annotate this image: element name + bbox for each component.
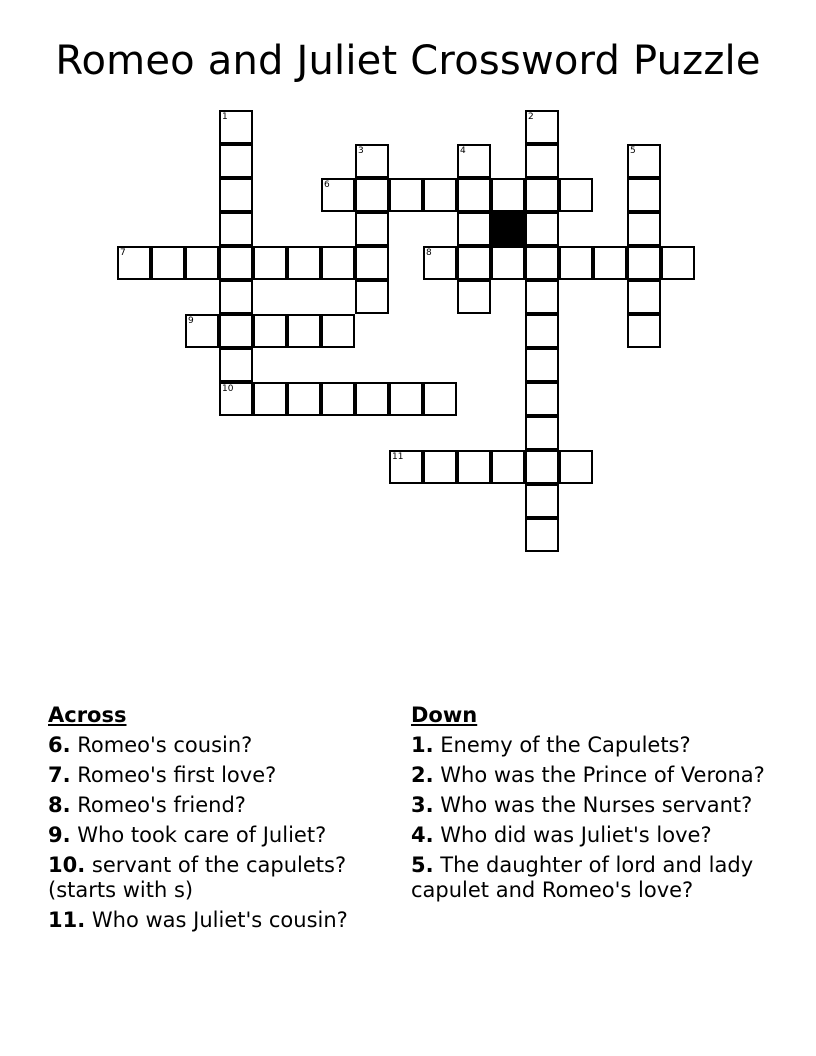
grid-cell[interactable] [627,246,661,280]
grid-cell[interactable] [491,450,525,484]
puzzle-title: Romeo and Juliet Crossword Puzzle [55,38,761,84]
grid-cell[interactable] [219,246,253,280]
grid-cell[interactable] [355,178,389,212]
clue-number: 2. [411,763,434,787]
down-heading: Down [411,703,478,727]
grid-cell[interactable] [355,280,389,314]
clue-number-label: 4 [460,146,466,156]
grid-cell[interactable] [423,246,457,280]
clue-number-label: 10 [222,384,234,394]
clue-number: 7. [48,763,71,787]
grid-cell[interactable] [321,314,355,348]
across-clue [48,733,388,758]
grid-cell[interactable] [491,246,525,280]
grid-cell[interactable] [525,484,559,518]
grid-cell[interactable] [593,246,627,280]
clue-number: 9. [48,823,71,847]
grid-cell[interactable] [355,212,389,246]
grid-cell[interactable] [151,246,185,280]
clue-text: Who did was Juliet's love? [440,823,712,847]
clue-text: The daughter of lord and lady capulet and Romeo's love? [411,853,754,902]
grid-cell[interactable] [423,382,457,416]
grid-cell[interactable] [219,144,253,178]
clue-text: Who took care of Juliet? [77,823,327,847]
grid-cell[interactable] [185,314,219,348]
grid-cell[interactable] [525,144,559,178]
clue-number-label: 11 [392,452,404,462]
down-clues [411,703,781,908]
clue-number-label: 9 [188,316,194,326]
grid-cell[interactable] [219,348,253,382]
grid-cell[interactable] [219,178,253,212]
clue-text: Who was the Prince of Verona? [440,763,765,787]
clue-number: 8. [48,793,71,817]
clue-number: 10. [48,853,86,877]
clue-text: Enemy of the Capulets? [440,733,691,757]
grid-cell[interactable] [287,246,321,280]
grid-cell[interactable] [627,280,661,314]
clue-text: servant of the capulets? (starts with s) [48,853,347,902]
grid-cell[interactable] [321,382,355,416]
clue-number-label: 5 [630,146,636,156]
grid-cell[interactable] [661,246,695,280]
clue-number: 1. [411,733,434,757]
clue-number: 5. [411,853,434,877]
grid-cell[interactable] [457,246,491,280]
across-clue [48,793,388,818]
grid-cell[interactable] [525,348,559,382]
grid-cell[interactable] [627,314,661,348]
grid-cell[interactable] [559,450,593,484]
grid-cell[interactable] [219,212,253,246]
grid-cell[interactable] [321,178,355,212]
grid-cell[interactable] [525,518,559,552]
grid-cell[interactable] [355,144,389,178]
clue-number-label: 1 [222,112,228,122]
black-cell [491,212,525,246]
grid-cell[interactable] [253,246,287,280]
clue-number-label: 8 [426,248,432,258]
grid-cell[interactable] [253,382,287,416]
grid-cell[interactable] [253,314,287,348]
clue-number: 6. [48,733,71,757]
clue-text: Romeo's cousin? [77,733,253,757]
grid-cell[interactable] [423,178,457,212]
grid-cell[interactable] [389,382,423,416]
grid-cell[interactable] [219,110,253,144]
down-clue [411,823,781,848]
clue-text: Romeo's friend? [77,793,246,817]
down-clue [411,763,781,788]
grid-cell[interactable] [525,212,559,246]
grid-cell[interactable] [559,246,593,280]
down-clue [411,793,781,818]
grid-cell[interactable] [525,382,559,416]
across-clue [48,908,388,933]
clue-number: 3. [411,793,434,817]
grid-cell[interactable] [457,144,491,178]
across-clues [48,703,388,938]
grid-cell[interactable] [457,450,491,484]
grid-cell[interactable] [627,178,661,212]
grid-cell[interactable] [491,178,525,212]
clue-text: Who was the Nurses servant? [440,793,753,817]
grid-cell[interactable] [219,280,253,314]
grid-cell[interactable] [355,382,389,416]
grid-cell[interactable] [287,382,321,416]
down-clue [411,853,781,903]
grid-cell[interactable] [287,314,321,348]
grid-cell[interactable] [457,212,491,246]
grid-cell[interactable] [627,212,661,246]
grid-cell[interactable] [219,382,253,416]
clue-number: 4. [411,823,434,847]
clue-number-label: 6 [324,180,330,190]
grid-cell[interactable] [185,246,219,280]
grid-cell[interactable] [389,178,423,212]
grid-cell[interactable] [525,246,559,280]
grid-cell[interactable] [117,246,151,280]
grid-cell[interactable] [525,416,559,450]
grid-cell[interactable] [355,246,389,280]
grid-cell[interactable] [457,280,491,314]
clue-text: Who was Juliet's cousin? [91,908,348,932]
grid-cell[interactable] [219,314,253,348]
grid-cell[interactable] [321,246,355,280]
across-clue [48,853,388,903]
across-clue [48,763,388,788]
grid-cell[interactable] [559,178,593,212]
grid-cell[interactable] [525,314,559,348]
grid-cell[interactable] [525,450,559,484]
across-clue [48,823,388,848]
grid-cell[interactable] [627,144,661,178]
grid-cell[interactable] [457,178,491,212]
grid-cell[interactable] [423,450,457,484]
across-heading: Across [48,703,127,727]
clue-number-label: 3 [358,146,364,156]
clue-number-label: 7 [120,248,126,258]
grid-cell[interactable] [389,450,423,484]
grid-cell[interactable] [525,280,559,314]
grid-cell[interactable] [525,110,559,144]
down-clue [411,733,781,758]
clue-number-label: 2 [528,112,534,122]
clue-number: 11. [48,908,86,932]
grid-cell[interactable] [525,178,559,212]
clue-text: Romeo's first love? [77,763,277,787]
